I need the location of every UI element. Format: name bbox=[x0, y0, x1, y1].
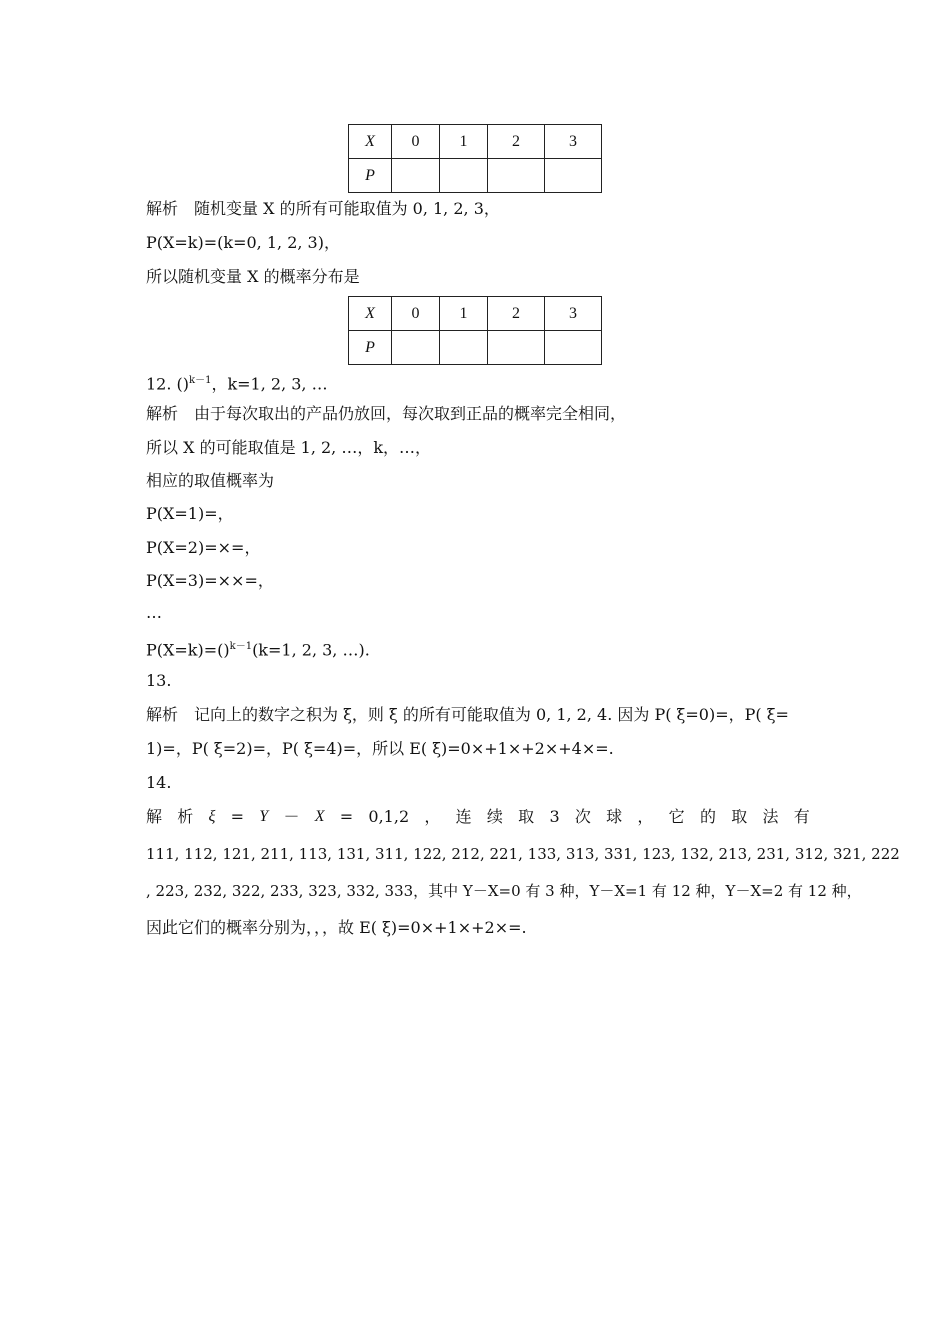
formula-line: P(X=3)=××=， bbox=[146, 571, 274, 590]
formula-line: P(X=1)=， bbox=[146, 504, 234, 523]
table-cell bbox=[392, 331, 440, 365]
outcomes-line: 111, 112, 121, 211, 113, 131, 311, 122, 212, 221, 133, 313, 331, 123, 132, 213, 231, 312, 321, 222 bbox=[146, 845, 900, 863]
word: 续 bbox=[486, 807, 503, 826]
formula-text: (k=1, 2, 3, …). bbox=[252, 640, 370, 660]
ellipsis-line: … bbox=[146, 603, 162, 622]
word: 球 bbox=[606, 807, 623, 826]
probability-table-2 bbox=[348, 296, 602, 365]
table-cell: X bbox=[349, 297, 392, 331]
table-cell: 3 bbox=[545, 125, 602, 159]
word: = bbox=[339, 807, 354, 826]
table-cell: 0 bbox=[392, 125, 440, 159]
table-cell bbox=[392, 159, 440, 193]
analysis-line: 相应的取值概率为 bbox=[146, 471, 275, 490]
table-row-p bbox=[349, 159, 602, 193]
word: Y bbox=[259, 808, 269, 825]
formula-text: P(X=k)=() bbox=[146, 640, 230, 660]
word: 取 bbox=[731, 807, 748, 826]
formula-line: P(X=k)=(k=0, 1, 2, 3)， bbox=[146, 233, 340, 252]
word: X bbox=[314, 808, 325, 825]
formula-line: P(X=2)=×=， bbox=[146, 538, 261, 557]
conclusion-line: 因此它们的概率分别为，，，故 E( ξ)=0×+1×+2×=. bbox=[146, 918, 527, 937]
table-cell bbox=[545, 331, 602, 365]
table-cell: 0 bbox=[392, 297, 440, 331]
word: 0,1,2 bbox=[368, 807, 410, 826]
table-cell: P bbox=[349, 331, 392, 365]
table-cell: 3 bbox=[545, 297, 602, 331]
word: 它 bbox=[668, 807, 685, 826]
outcomes-line: , 223, 232, 322, 233, 323, 332, 333，其中 Y－X=0 有 3 种，Y－X=1 有 12 种，Y－X=2 有 12 种， bbox=[146, 882, 862, 900]
word: 析 bbox=[177, 807, 194, 826]
probability-table-1 bbox=[348, 124, 602, 193]
word: 有 bbox=[793, 807, 810, 826]
word: － bbox=[283, 807, 300, 826]
text-line: 所以随机变量 X 的概率分布是 bbox=[146, 267, 360, 286]
table-cell bbox=[488, 331, 545, 365]
table-row-x bbox=[349, 125, 602, 159]
analysis-line: 解析 随机变量 X 的所有可能取值为 0, 1, 2, 3， bbox=[146, 199, 500, 218]
word: 连 bbox=[455, 807, 472, 826]
word: ， bbox=[424, 807, 441, 826]
table-cell: X bbox=[349, 125, 392, 159]
formula-line bbox=[146, 636, 810, 661]
table-cell: 1 bbox=[440, 297, 488, 331]
question-13-number: 13. bbox=[146, 671, 172, 690]
table-cell bbox=[545, 159, 602, 193]
answer-text: 12. () bbox=[146, 374, 190, 394]
word: 法 bbox=[762, 807, 779, 826]
word: 次 bbox=[574, 807, 591, 826]
table-cell: P bbox=[349, 159, 392, 193]
question-12-answer bbox=[146, 370, 810, 395]
analysis-line: 解析 记向上的数字之积为 ξ，则 ξ 的所有可能取值为 0, 1, 2, 4. 因为 P( ξ=0)=，P( ξ= bbox=[146, 705, 789, 724]
word: 解 bbox=[146, 807, 163, 826]
answer-text: ，k=1, 2, 3, … bbox=[211, 374, 328, 394]
word: 取 bbox=[518, 807, 535, 826]
table-cell bbox=[440, 159, 488, 193]
word: 的 bbox=[699, 807, 716, 826]
analysis-line: 1)=，P( ξ=2)=，P( ξ=4)=，所以 E( ξ)=0×+1×+2×+4×=. bbox=[146, 739, 614, 758]
word: 3 bbox=[549, 807, 560, 826]
table-cell bbox=[488, 159, 545, 193]
table-cell: 1 bbox=[440, 125, 488, 159]
word: ξ bbox=[208, 808, 216, 825]
analysis-line: 解析 由于每次取出的产品仍放回，每次取到正品的概率完全相同， bbox=[146, 404, 627, 423]
word: = bbox=[230, 807, 245, 826]
word: ， bbox=[637, 807, 654, 826]
table-cell: 2 bbox=[488, 125, 545, 159]
table-cell: 2 bbox=[488, 297, 545, 331]
exponent: k－1 bbox=[229, 641, 253, 652]
exponent: k－1 bbox=[189, 375, 212, 386]
table-cell bbox=[440, 331, 488, 365]
table-row-p bbox=[349, 331, 602, 365]
analysis-line-justified bbox=[146, 806, 810, 828]
analysis-line: 所以 X 的可能取值是 1, 2, …，k，…， bbox=[146, 438, 432, 457]
question-14-number: 14. bbox=[146, 773, 172, 792]
table-row-x bbox=[349, 297, 602, 331]
